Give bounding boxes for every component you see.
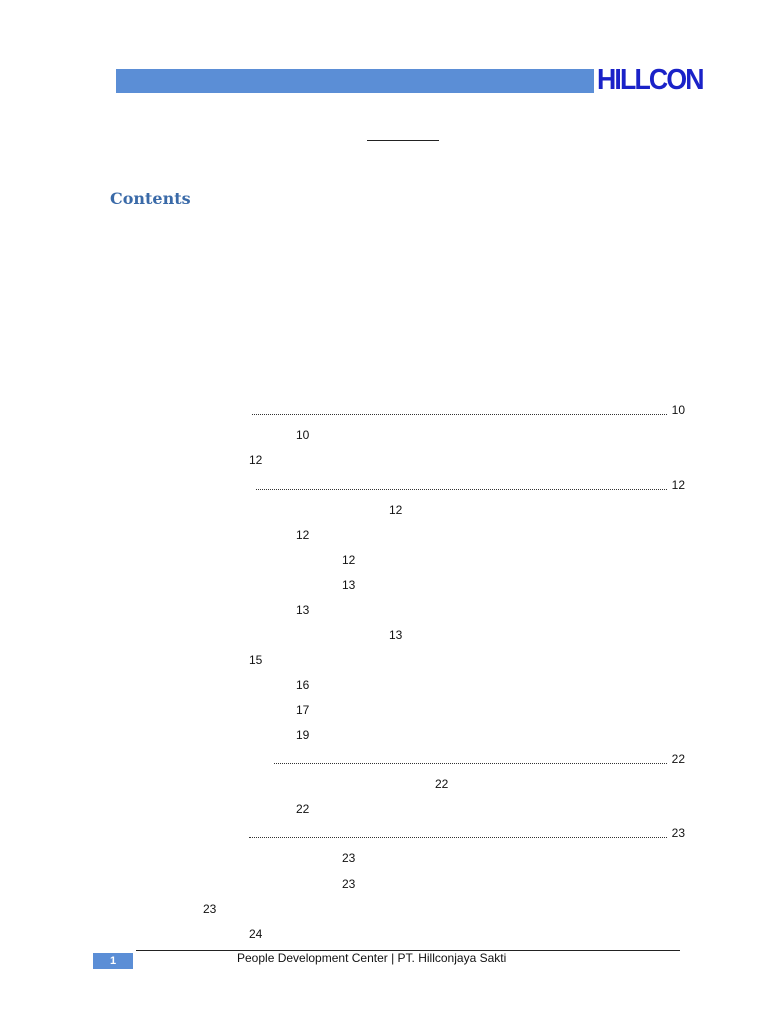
- toc-entry[interactable]: [249, 825, 685, 841]
- toc-page-number: 10: [671, 403, 685, 417]
- toc-entry-page-number[interactable]: 23: [203, 902, 217, 916]
- contents-heading: Contents: [110, 189, 191, 208]
- toc-entry-page-number[interactable]: 15: [249, 653, 263, 667]
- footer-text: People Development Center | PT. Hillconjaya Sakti: [237, 951, 507, 965]
- toc-dot-leader: [256, 489, 667, 490]
- toc-dot-leader: [274, 763, 667, 764]
- toc-entry-page-number[interactable]: 16: [296, 678, 310, 692]
- toc-dot-leader: [249, 837, 667, 838]
- toc-page-number: 22: [671, 752, 685, 766]
- header-bar: [116, 69, 594, 93]
- toc-entry-page-number[interactable]: 12: [249, 453, 263, 467]
- toc-entry[interactable]: [256, 477, 685, 493]
- toc-entry[interactable]: [274, 751, 685, 767]
- toc-entry-page-number[interactable]: 19: [296, 728, 310, 742]
- toc-entry-page-number[interactable]: 13: [296, 603, 310, 617]
- toc-entry-page-number[interactable]: 12: [389, 503, 403, 517]
- toc-entry-page-number[interactable]: 10: [296, 428, 310, 442]
- toc-entry-page-number[interactable]: 22: [435, 777, 449, 791]
- toc-entry-page-number[interactable]: 24: [249, 927, 263, 941]
- toc-page-number: 12: [671, 478, 685, 492]
- toc-entry-page-number[interactable]: 22: [296, 802, 310, 816]
- hillcon-logo: HILLCON: [597, 64, 703, 96]
- toc-entry-page-number[interactable]: 12: [342, 553, 356, 567]
- toc-dot-leader: [252, 414, 667, 415]
- toc-entry-page-number[interactable]: 13: [342, 578, 356, 592]
- toc-entry-page-number[interactable]: 12: [296, 528, 310, 542]
- toc-entry-page-number[interactable]: 17: [296, 703, 310, 717]
- toc-entry-page-number[interactable]: 13: [389, 628, 403, 642]
- toc-entry[interactable]: [252, 402, 685, 418]
- page-number-badge: 1: [93, 953, 133, 969]
- toc-entry-page-number[interactable]: 23: [342, 877, 356, 891]
- toc-page-number: 23: [671, 826, 685, 840]
- toc-entry-page-number[interactable]: 23: [342, 851, 356, 865]
- title-underline: [367, 140, 439, 141]
